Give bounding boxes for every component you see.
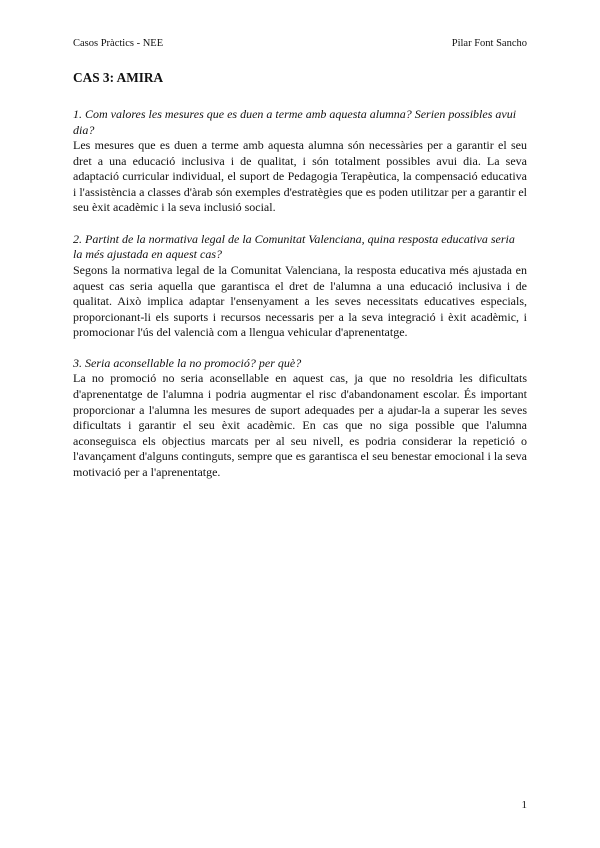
page-header xyxy=(73,37,527,51)
question-1: 1. Com valores les mesures que es duen a terme amb aquesta alumna? Serien possibles avui dia? xyxy=(73,107,517,137)
answer-1: Les mesures que es duen a terme amb aquesta alumna són necessàries per a garantir el seu dret a una educació inclusiva i de qualitat, i són totalment possibles avui dia. La seva adaptació curricular individual, el suport de Pedagogia Terapèutica, la compensació educativa i l'assistència a classes d'àrab són exemples d'estratègies que es poden utilitzar per a garantir el seu èxit acadèmic i la seva inclusió social. xyxy=(73,138,527,215)
header-course-title: Casos Pràctics - NEE xyxy=(73,38,164,49)
document-body xyxy=(73,70,527,496)
section-1 xyxy=(73,107,527,216)
document-title: CAS 3: AMIRA xyxy=(73,70,164,85)
question-3: 3. Seria aconsellable la no promoció? per què? xyxy=(73,355,302,370)
answer-2: Segons la normativa legal de la Comunitat Valenciana, la resposta educativa més ajustada en aquest cas seria aquella que garantisca el dret de l'alumna a una educació inclusiva i de qualitat. Això implica adaptar l'ensenyament a les seves necessitats educatives especials, proporcionant-li els suports i recursos necessaris per a la seva integració i èxit acadèmic, i promocionar l'ús del valencià com a llengua vehicular d'aprenentatge. xyxy=(73,262,527,340)
section-3 xyxy=(73,356,527,481)
section-2 xyxy=(73,232,527,341)
answer-3: La no promoció no seria aconsellable en aquest cas, ja que no resoldria les dificultats d'aprenentatge de l'alumna i podria augmentar el risc d'abandonament escolar. És important proporcionar a l'alumna les mesures de suport adequades per a ajudar-la a superar les seves dificultats i garantir el seu èxit acadèmic. En cas que no siga possible que l'alumna aconseguisca els objectius marcats per al seu nivell, es podria considerar la repetició o l'avançament d'alguns continguts, sempre que es garantisca el seu benestar emocional i la seva motivació per a l'aprenentatge. xyxy=(73,371,527,479)
page-number: 1 xyxy=(521,799,527,811)
question-2: 2. Partint de la normativa legal de la Comunitat Valenciana, quina resposta educativa seria la més ajustada en aquest cas? xyxy=(73,231,515,262)
header-author-name: Pilar Font Sancho xyxy=(451,38,527,49)
